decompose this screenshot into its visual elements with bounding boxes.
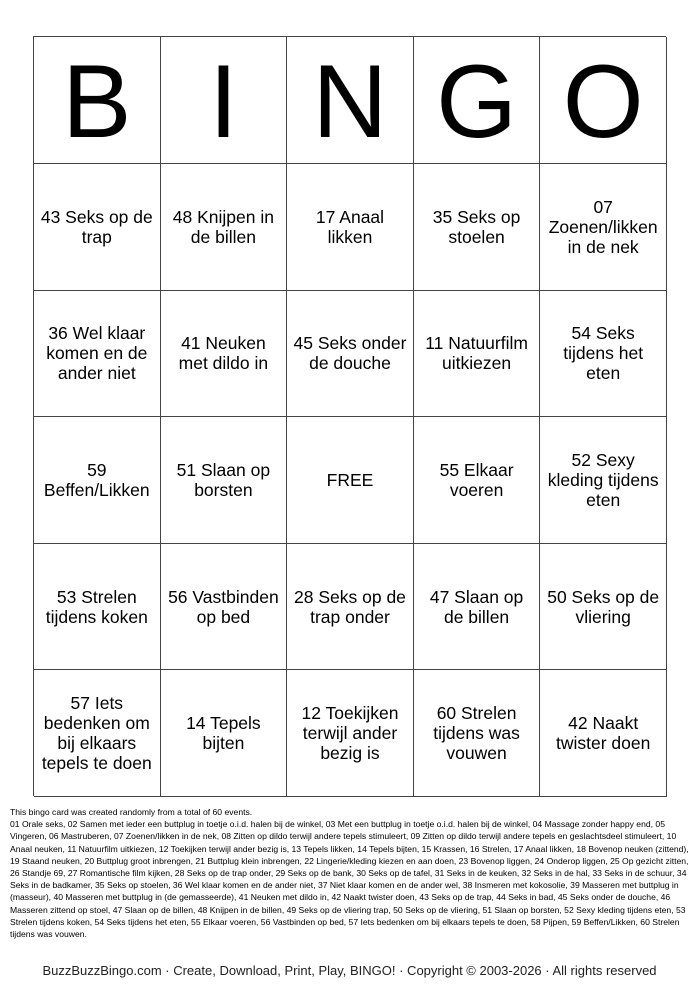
bingo-cell: 59 Beffen/Likken: [34, 417, 161, 544]
bingo-cell: 50 Seks op de vliering: [540, 544, 667, 671]
bingo-cell: 17 Anaal likken: [287, 164, 414, 291]
event-list-footnote: [10, 806, 692, 940]
bingo-cell: 36 Wel klaar komen en de ander niet: [34, 291, 161, 418]
bingo-cell: 14 Tepels bijten: [161, 670, 288, 797]
bingo-card: [33, 36, 666, 796]
bingo-cell: 51 Slaan op borsten: [161, 417, 288, 544]
bingo-cell: 54 Seks tijdens het eten: [540, 291, 667, 418]
bingo-cell: 28 Seks op de trap onder: [287, 544, 414, 671]
bingo-cell: 53 Strelen tijdens koken: [34, 544, 161, 671]
copyright-footer: BuzzBuzzBingo.com · Create, Download, Print, Play, BINGO! · Copyright © 2003-2026 · All rights reserved: [42, 963, 657, 978]
bingo-cell: 41 Neuken met dildo in: [161, 291, 288, 418]
header-letter-i: I: [161, 37, 288, 164]
bingo-cell: 60 Strelen tijdens was vouwen: [414, 670, 541, 797]
bingo-cell: 45 Seks onder de douche: [287, 291, 414, 418]
bingo-cell: 07 Zoenen/likken in de nek: [540, 164, 667, 291]
bingo-cell: 55 Elkaar voeren: [414, 417, 541, 544]
bingo-cell: 47 Slaan op de billen: [414, 544, 541, 671]
bingo-cell: 43 Seks op de trap: [34, 164, 161, 291]
bingo-cell: 57 Iets bedenken om bij elkaars tepels te doen: [34, 670, 161, 797]
header-letter-g: G: [414, 37, 541, 164]
free-space-cell: FREE: [287, 417, 414, 544]
bingo-cell: 35 Seks op stoelen: [414, 164, 541, 291]
header-letter-o: O: [540, 37, 667, 164]
bingo-cell: 42 Naakt twister doen: [540, 670, 667, 797]
bingo-cell: 52 Sexy kleding tijdens eten: [540, 417, 667, 544]
bingo-cell: 11 Natuurfilm uitkiezen: [414, 291, 541, 418]
bingo-cell: 12 Toekijken terwijl ander bezig is: [287, 670, 414, 797]
header-letter-b: B: [34, 37, 161, 164]
bingo-cell: 48 Knijpen in de billen: [161, 164, 288, 291]
header-letter-n: N: [287, 37, 414, 164]
footnote-intro: This bingo card was created randomly from a total of 60 events.: [10, 807, 253, 817]
footnote-event-list: 01 Orale seks, 02 Samen met ieder een buttplug in toetje o.i.d. halen bij de winkel, 03 Met een buttplug in toetje o.i.d. halen bij de winkel, 04 Massage zonder happy end, 05 Vingeren, 06 Mastruberen, 07 Zoenen/likken in de nek, 08 Zitten op dildo terwijl andere tepels stimuleert, 09 Zitten op dildo terwijl andere tepels en geslachtsdeel stimuleert, 10 Anaal neuken, 11 Natuurfilm uitkiezen, 12 Toekijken terwijl ander bezig is, 13 Tepels likken, 14 Tepels bijten, 15 Krassen, 16 Strelen, 17 Anaal likken, 18 Bovenop neuken (zittend), 19 Staand neuken, 20 Buttplug groot inbrengen, 21 Buttplug klein inbrengen, 22 Lingerie/kleding kiezen en aan doen, 23 Bovenop liggen, 24 Onderop liggen, 25 Op gezicht zitten, 26 Standje 69, 27 Romantische film kijken, 28 Seks op de trap onder, 29 Seks op de bank, 30 Seks op de tafel, 31 Seks in de keuken, 32 Seks in de hal, 33 Seks in de schuur, 34 Seks in de badkamer, 35 Seks op stoelen, 36 Wel klaar komen en de ander niet, 37 Niet klaar komen en de ander wel, 38 Insmeren met kokosolie, 39 Masseren met buttplug in (masseur), 40 Masseren met buttplug in (de gemasseerde), 41 Neuken met dildo in, 42 Naakt twister doen, 43 Seks op de trap, 44 Seks in bad, 45 Seks onder de douche, 46 Masseren zittend op stoel, 47 Slaan op de billen, 48 Knijpen in de billen, 49 Seks op de vliering trap, 50 Seks op de vliering, 51 Slaan op borsten, 52 Sexy kleding tijdens eten, 53 Strelen tijdens koken, 54 Seks tijdens het eten, 55 Elkaar voeren, 56 Vastbinden op bed, 57 Iets bedenken om bij elkaars tepels te doen, 58 Pijpen, 59 Beffen/Likken, 60 Strelen tijdens was vouwen.: [10, 819, 689, 940]
bingo-cell: 56 Vastbinden op bed: [161, 544, 288, 671]
